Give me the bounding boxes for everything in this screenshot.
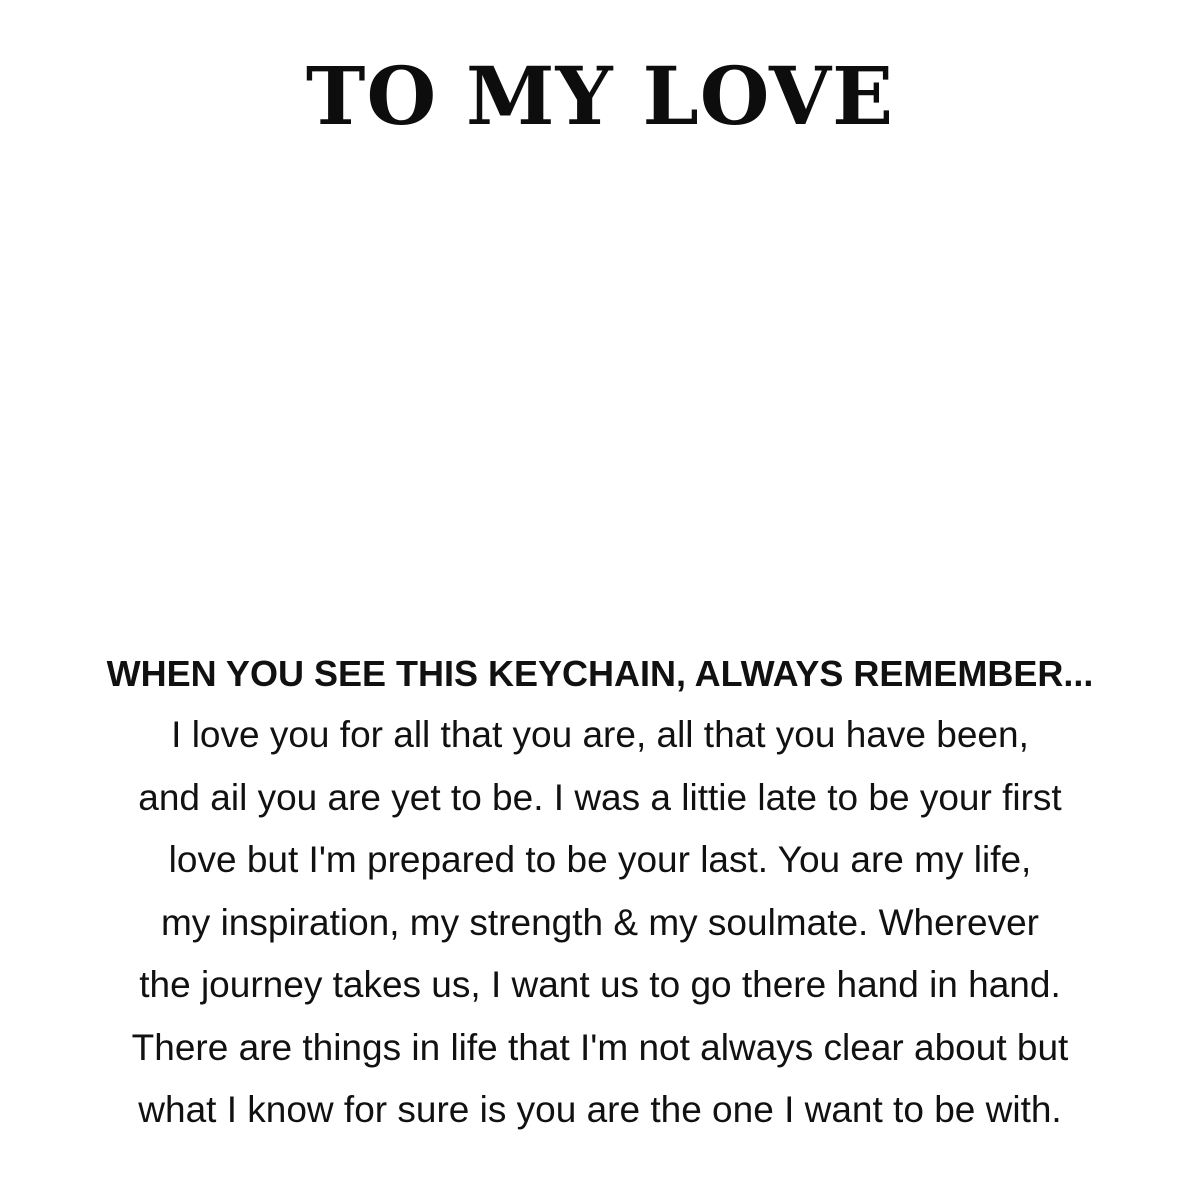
message-line: and ail you are yet to be. I was a littie late to be your first (138, 776, 1062, 818)
message-headline: WHEN YOU SEE THIS KEYCHAIN, ALWAYS REMEMBER... (106, 653, 1094, 694)
message-line: love but I'm prepared to be your last. You are my life, (168, 839, 1032, 880)
message-line: what I know for sure is you are the one I want to be with. (138, 1089, 1062, 1130)
message-line: my inspiration, my strength & my soulmate. Wherever (160, 901, 1039, 943)
message-block (40, 644, 1160, 1142)
message-line: There are things in life that I'm not always clear about but (131, 1026, 1069, 1068)
message-line: I love you for all that you are, all that you have been, (171, 714, 1029, 755)
message-line: the journey takes us, I want us to go there hand in hand. (139, 964, 1061, 1005)
page-title: TO MY LOVE (305, 49, 895, 143)
